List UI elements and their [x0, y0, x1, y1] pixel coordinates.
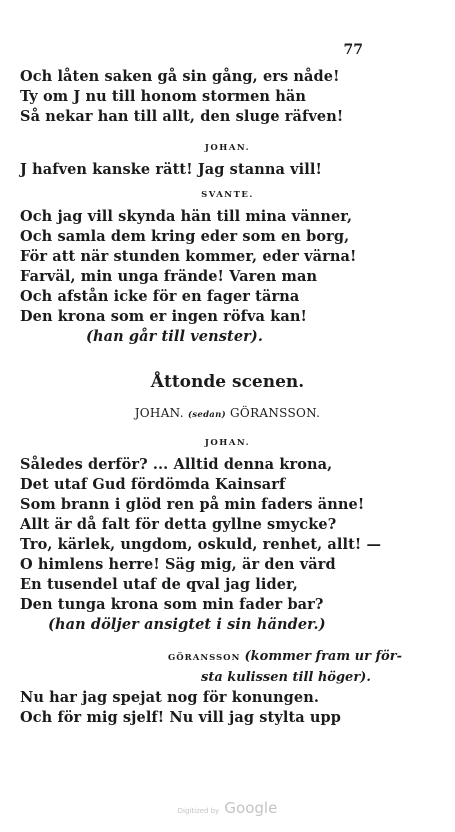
cast-johan: JOHAN. — [134, 406, 184, 420]
verse-block-1 — [20, 67, 343, 127]
verse-line: J hafven kanske rätt! Jag stanna vill! — [20, 161, 322, 178]
speaker-name: SVANTE. — [201, 190, 254, 200]
verse-line: Och jag vill skynda hän till mina vänner, — [20, 208, 353, 225]
page-number: 77 — [343, 42, 363, 58]
verse-line: Den krona som er ingen röfva kan! — [20, 308, 307, 325]
verse-line: Det utaf Gud fördömda Kainsarf — [20, 476, 286, 493]
google-logo: Google — [224, 799, 278, 817]
verse-line: För att när stunden kommer, eder värna! — [20, 248, 357, 265]
verse-line: O himlens herre! Säg mig, är den värd — [20, 556, 336, 573]
verse-line: Och afstån icke för en fager tärna — [20, 288, 300, 305]
stage-direction: (kommer fram ur för- — [244, 649, 402, 664]
verse-line: Ty om J nu till honom stormen hän — [20, 88, 306, 105]
verse-line: Farväl, min unga frände! Varen man — [20, 268, 318, 285]
verse-block-3 — [20, 207, 356, 347]
speaker-name: JOHAN. — [204, 438, 251, 448]
verse-line: Och låten saken gå sin gång, ers nåde! — [20, 68, 340, 85]
stage-direction: sta kulissen till höger). — [201, 670, 371, 685]
verse-line: Således derför? ... Alltid denna krona, — [20, 456, 333, 473]
stage-direction: (han går till venster). — [86, 328, 264, 345]
verse-line: Den tunga krona som min fader bar? — [20, 596, 324, 613]
verse-line: Tro, kärlek, ungdom, oskuld, renhet, allt! — — [20, 536, 382, 553]
scene-heading: Åttonde scenen. — [150, 372, 305, 392]
verse-block-2 — [20, 160, 322, 180]
verse-block-4 — [20, 455, 381, 635]
stage-direction: (han döljer ansigtet i sin händer.) — [48, 616, 326, 633]
verse-line: Som brann i glöd ren på min faders änne! — [20, 496, 365, 513]
verse-line: Och för mig sjelf! Nu vill jag stylta upp — [20, 709, 342, 726]
speaker-name: GÖRANSSON — [168, 653, 241, 663]
verse-line: Nu har jag spejat nog för konungen. — [20, 689, 320, 706]
cast-goransson: GÖRANSSON. — [230, 406, 321, 420]
verse-line: En tusendel utaf de qval jag lider, — [20, 576, 298, 593]
cast-sedan: (sedan) — [187, 410, 226, 420]
verse-line: Allt är då falt för detta gyllne smycke? — [20, 516, 337, 533]
digitized-label: Digitized by — [177, 807, 220, 815]
digitized-watermark — [0, 798, 455, 817]
goransson-entrance — [168, 647, 402, 687]
cast-list — [0, 406, 455, 420]
verse-block-5 — [20, 688, 341, 728]
verse-line: Så nekar han till allt, den sluge räfven! — [20, 108, 344, 125]
verse-line: Och samla dem kring eder som en borg, — [20, 228, 350, 245]
speaker-name: JOHAN. — [204, 143, 251, 153]
